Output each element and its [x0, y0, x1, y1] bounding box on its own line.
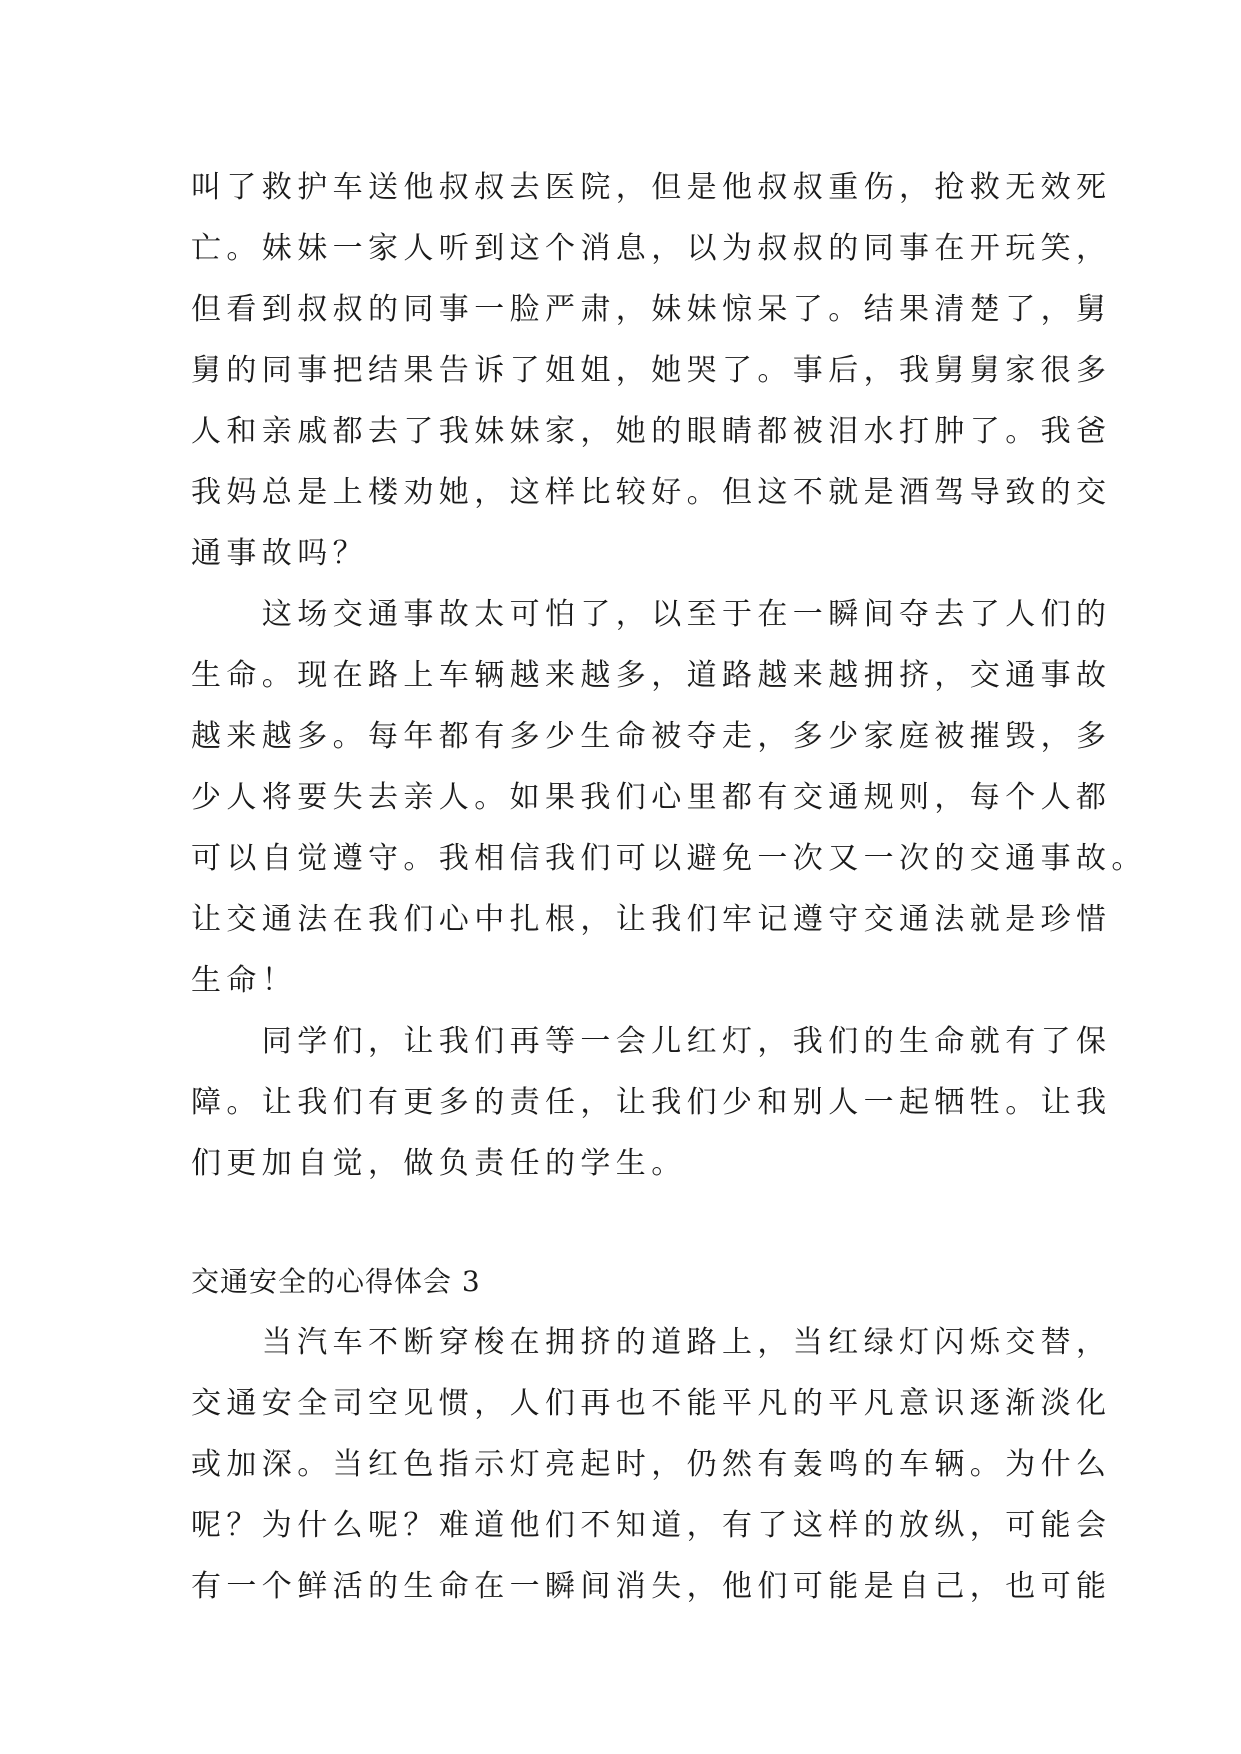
text-line: 生命。现在路上车辆越来越多，道路越来越拥挤，交通事故 — [191, 658, 1112, 693]
section-title: 交通安全的心得体会 3 — [191, 1265, 481, 1298]
text-line: 越来越多。每年都有多少生命被夺走，多少家庭被摧毁，多 — [191, 719, 1112, 754]
text-line: 但看到叔叔的同事一脸严肃，妹妹惊呆了。结果清楚了，舅 — [191, 292, 1112, 327]
text-line: 可以自觉遵守。我相信我们可以避免一次又一次的交通事故。 — [191, 841, 1147, 876]
text-line: 当汽车不断穿梭在拥挤的道路上，当红绿灯闪烁交替， — [191, 1325, 1112, 1360]
text-line: 通事故吗？ — [191, 536, 368, 571]
text-line: 我妈总是上楼劝她，这样比较好。但这不就是酒驾导致的交 — [191, 475, 1112, 510]
text-line: 或加深。当红色指示灯亮起时，仍然有轰鸣的车辆。为什么 — [191, 1447, 1112, 1482]
text-line: 亡。妹妹一家人听到这个消息，以为叔叔的同事在开玩笑， — [191, 231, 1112, 266]
text-line: 叫了救护车送他叔叔去医院，但是他叔叔重伤，抢救无效死 — [191, 170, 1112, 205]
text-line: 同学们，让我们再等一会儿红灯，我们的生命就有了保 — [191, 1024, 1112, 1059]
text-line: 们更加自觉，做负责任的学生。 — [191, 1146, 687, 1181]
text-line: 障。让我们有更多的责任，让我们少和别人一起牺牲。让我 — [191, 1085, 1112, 1120]
text-line: 交通安全司空见惯，人们再也不能平凡的平凡意识逐渐淡化 — [191, 1386, 1112, 1421]
text-line: 呢？为什么呢？难道他们不知道，有了这样的放纵，可能会 — [191, 1508, 1112, 1543]
text-line: 舅的同事把结果告诉了姐姐，她哭了。事后，我舅舅家很多 — [191, 353, 1112, 388]
text-line: 让交通法在我们心中扎根，让我们牢记遵守交通法就是珍惜 — [191, 902, 1112, 937]
text-line: 人和亲戚都去了我妹妹家，她的眼睛都被泪水打肿了。我爸 — [191, 414, 1112, 449]
text-line: 生命！ — [191, 963, 298, 998]
text-line: 这场交通事故太可怕了，以至于在一瞬间夺去了人们的 — [191, 597, 1112, 632]
text-line: 有一个鲜活的生命在一瞬间消失，他们可能是自己，也可能 — [191, 1569, 1112, 1604]
text-line: 少人将要失去亲人。如果我们心里都有交通规则，每个人都 — [191, 780, 1112, 815]
